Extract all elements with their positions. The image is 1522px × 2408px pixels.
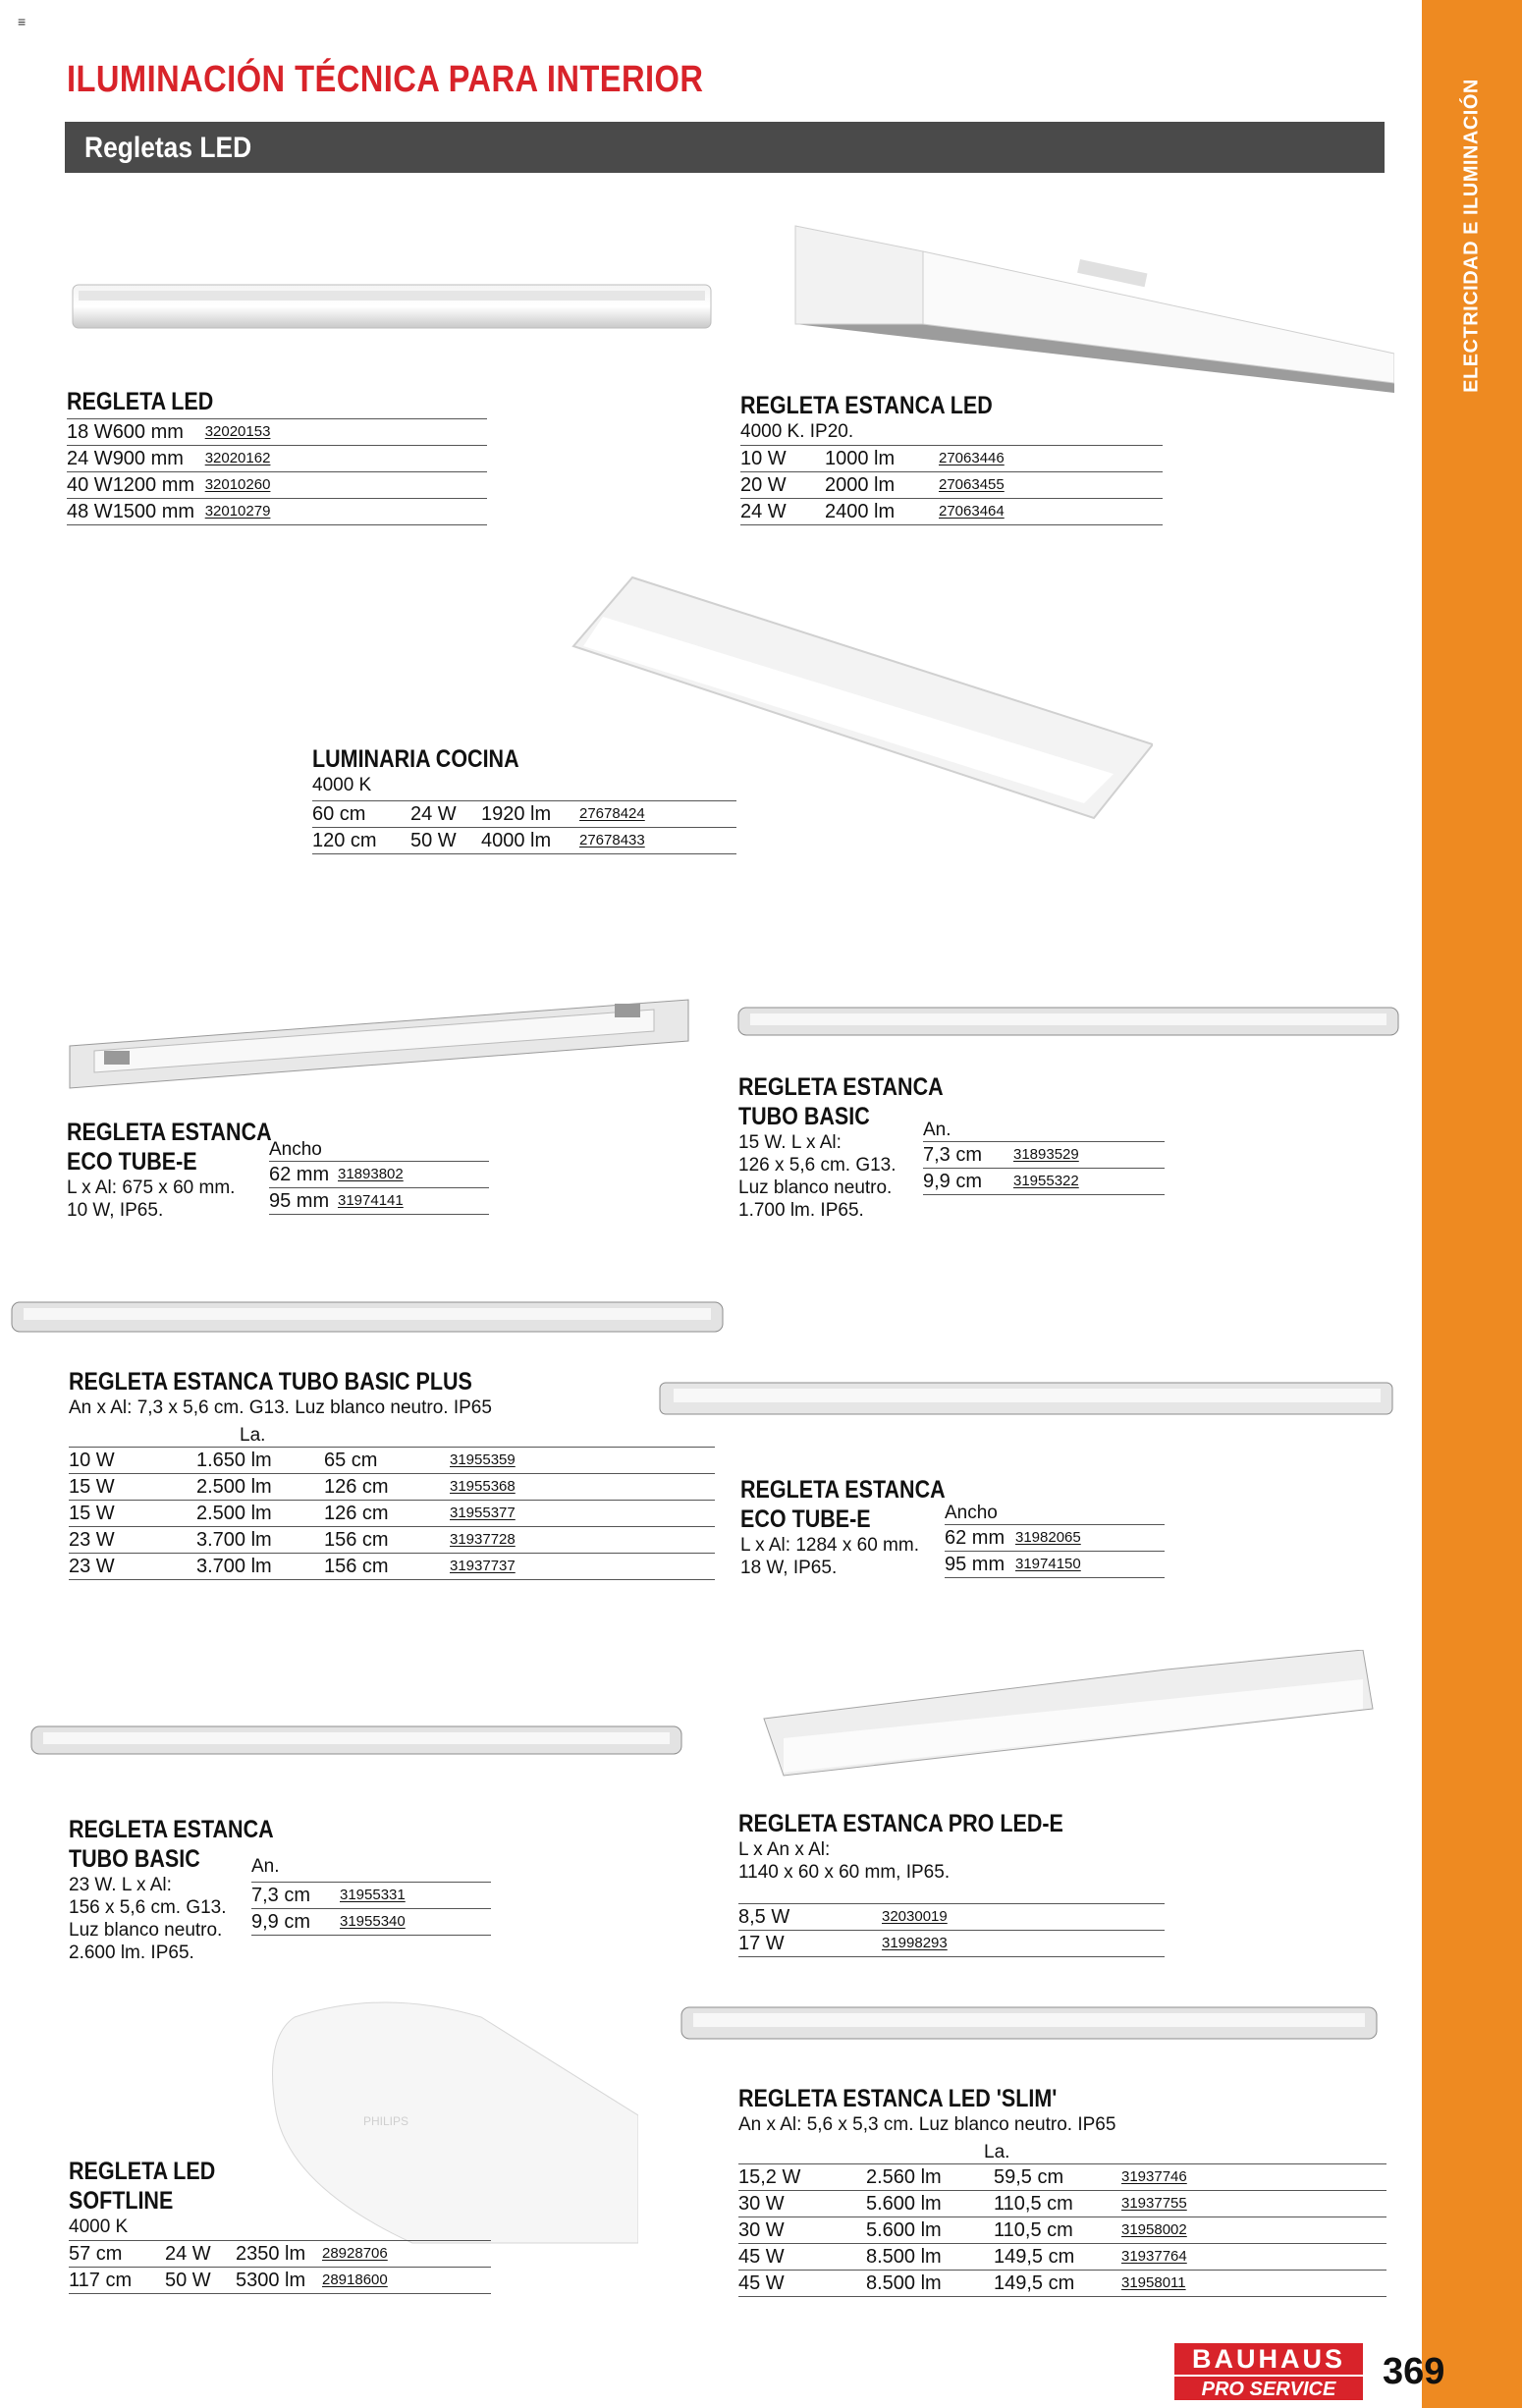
spec-table xyxy=(312,800,736,854)
power-cell: 50 W xyxy=(410,828,481,854)
eco-tube-1-image xyxy=(65,992,693,1090)
tubo-basic-plus-image xyxy=(10,1294,725,1340)
ref-code: 27678424 xyxy=(579,801,736,828)
power-cell: 40 W xyxy=(67,472,113,499)
product-title-line1: REGLETA LED xyxy=(69,2158,216,2185)
product-desc: 1140 x 60 x 60 mm, IP65. xyxy=(738,1862,951,1883)
tubo-basic-1-table xyxy=(923,1120,1165,1195)
ref-code: 27678433 xyxy=(579,828,736,854)
product-desc: 4000 K. IP20. xyxy=(740,421,854,442)
lumen-cell: 3.700 lm xyxy=(196,1527,324,1554)
length-cell: 65 cm xyxy=(324,1448,450,1474)
product-softline xyxy=(69,2157,491,2294)
power-cell: 30 W xyxy=(738,2191,866,2217)
length-cell: 900 mm xyxy=(113,446,205,472)
product-desc: 15 W. L x Al: xyxy=(738,1132,842,1153)
length-cell: 110,5 cm xyxy=(994,2217,1121,2244)
product-desc: 156 x 5,6 cm. G13. xyxy=(69,1897,227,1918)
table-row xyxy=(69,2268,491,2294)
length-cell: 59,5 cm xyxy=(994,2164,1121,2191)
product-pro-led xyxy=(738,1809,1165,1957)
lumen-cell: 2.500 lm xyxy=(196,1501,324,1527)
page-number: 369 xyxy=(1383,2351,1445,2392)
ref-code: 31937746 xyxy=(1121,2164,1386,2191)
power-cell: 15 W xyxy=(69,1501,196,1527)
power-cell: 8,5 W xyxy=(738,1904,882,1931)
table-row xyxy=(67,446,487,472)
ref-code: 31955340 xyxy=(340,1909,491,1936)
slim-image xyxy=(679,1999,1379,2047)
length-cell: 117 cm xyxy=(69,2268,165,2294)
column-header: Ancho xyxy=(945,1503,998,1523)
table-row xyxy=(67,472,487,499)
product-desc: An x Al: 5,6 x 5,3 cm. Luz blanco neutro. IP65 xyxy=(738,2114,1116,2135)
tubo-basic-2-image xyxy=(29,1719,683,1762)
regleta-led-image xyxy=(71,279,715,338)
product-title-line1: REGLETA ESTANCA xyxy=(740,1476,946,1504)
estanca-led-image xyxy=(786,216,1394,393)
ref-code: 31937755 xyxy=(1121,2191,1386,2217)
width-cell: 7,3 cm xyxy=(251,1883,340,1909)
section-header xyxy=(65,122,1385,173)
product-desc: 18 W, IP65. xyxy=(740,1558,838,1578)
product-title-line2: TUBO BASIC xyxy=(69,1845,200,1873)
column-header: La. xyxy=(240,1425,266,1446)
side-tab-label: ELECTRICIDAD E ILUMINACIÓN xyxy=(1460,79,1483,393)
ref-code: 31893802 xyxy=(338,1162,489,1188)
product-desc: 1.700 lm. IP65. xyxy=(738,1200,864,1221)
product-title: REGLETA ESTANCA LED xyxy=(740,392,993,419)
logo-bottom: PRO SERVICE xyxy=(1174,2375,1363,2400)
lumen-cell: 5.600 lm xyxy=(866,2191,994,2217)
table-row xyxy=(740,499,1163,525)
product-slim xyxy=(738,2084,1386,2297)
ref-code: 31955331 xyxy=(340,1883,491,1909)
ref-code: 31955368 xyxy=(450,1474,715,1501)
power-cell: 10 W xyxy=(740,446,825,472)
ref-code: 31937728 xyxy=(450,1527,715,1554)
spec-table xyxy=(923,1141,1165,1195)
ref-code: 31937737 xyxy=(450,1554,715,1580)
spec-table xyxy=(269,1161,489,1215)
table-row xyxy=(738,2271,1386,2297)
power-cell: 48 W xyxy=(67,499,113,525)
table-row xyxy=(67,499,487,525)
column-header: An. xyxy=(923,1120,951,1140)
table-row xyxy=(923,1142,1165,1169)
table-row xyxy=(740,446,1163,472)
table-row xyxy=(269,1162,489,1188)
power-cell: 30 W xyxy=(738,2217,866,2244)
width-cell: 95 mm xyxy=(269,1188,338,1215)
product-tubo-basic-plus xyxy=(69,1367,715,1580)
table-row xyxy=(740,472,1163,499)
spec-table xyxy=(738,2163,1386,2297)
ref-code: 31955359 xyxy=(450,1448,715,1474)
table-row xyxy=(923,1169,1165,1195)
ref-code: 28918600 xyxy=(322,2268,491,2294)
section-title: Regletas LED xyxy=(84,132,252,164)
length-cell: 126 cm xyxy=(324,1474,450,1501)
table-row xyxy=(69,1554,715,1580)
ref-code: 31982065 xyxy=(1015,1525,1165,1552)
power-cell: 23 W xyxy=(69,1527,196,1554)
ref-code: 28928706 xyxy=(322,2241,491,2268)
table-row xyxy=(251,1909,491,1936)
lumen-cell: 2000 lm xyxy=(825,472,939,499)
ref-code: 31974150 xyxy=(1015,1552,1165,1578)
table-row xyxy=(738,1904,1165,1931)
menu-icon[interactable]: ≡ xyxy=(18,14,27,29)
pro-led-image xyxy=(754,1650,1383,1778)
product-desc: An x Al: 7,3 x 5,6 cm. G13. Luz blanco neutro. IP65 xyxy=(69,1397,492,1418)
product-desc: L x Al: 1284 x 60 mm. xyxy=(740,1535,919,1556)
power-cell: 17 W xyxy=(738,1931,882,1957)
power-cell: 24 W xyxy=(165,2241,236,2268)
ref-code: 27063455 xyxy=(939,472,1163,499)
product-desc: Luz blanco neutro. xyxy=(738,1177,893,1198)
table-row xyxy=(69,1501,715,1527)
ref-code: 31958011 xyxy=(1121,2271,1386,2297)
table-row xyxy=(738,2191,1386,2217)
spec-table xyxy=(69,1447,715,1580)
product-desc: 4000 K xyxy=(312,775,372,795)
ref-code: 32020153 xyxy=(205,419,487,446)
length-cell: 126 cm xyxy=(324,1501,450,1527)
product-title-line2: SOFTLINE xyxy=(69,2187,174,2215)
product-title-line2: TUBO BASIC xyxy=(738,1103,870,1130)
width-cell: 9,9 cm xyxy=(251,1909,340,1936)
length-cell: 120 cm xyxy=(312,828,410,854)
table-row xyxy=(312,828,736,854)
table-row xyxy=(738,2244,1386,2271)
power-cell: 15,2 W xyxy=(738,2164,866,2191)
product-title: LUMINARIA COCINA xyxy=(312,745,519,773)
length-cell: 149,5 cm xyxy=(994,2271,1121,2297)
product-desc: 23 W. L x Al: xyxy=(69,1875,172,1895)
ref-code: 27063464 xyxy=(939,499,1163,525)
table-row xyxy=(69,1527,715,1554)
length-cell: 1200 mm xyxy=(113,472,205,499)
lumen-cell: 8.500 lm xyxy=(866,2244,994,2271)
column-header: Ancho xyxy=(269,1139,322,1160)
power-cell: 10 W xyxy=(69,1448,196,1474)
spec-table xyxy=(740,445,1163,525)
width-cell: 9,9 cm xyxy=(923,1169,1013,1195)
spec-table xyxy=(945,1524,1165,1578)
power-cell: 24 W xyxy=(67,446,113,472)
product-desc: 126 x 5,6 cm. G13. xyxy=(738,1155,897,1176)
page-title: ILUMINACIÓN TÉCNICA PARA INTERIOR xyxy=(67,59,704,100)
lumen-cell: 2350 lm xyxy=(236,2241,322,2268)
length-cell: 156 cm xyxy=(324,1554,450,1580)
lumen-cell: 2400 lm xyxy=(825,499,939,525)
length-cell: 110,5 cm xyxy=(994,2191,1121,2217)
power-cell: 15 W xyxy=(69,1474,196,1501)
table-row xyxy=(945,1552,1165,1578)
length-cell: 156 cm xyxy=(324,1527,450,1554)
product-title: REGLETA ESTANCA TUBO BASIC PLUS xyxy=(69,1368,472,1396)
product-title-line1: REGLETA ESTANCA xyxy=(67,1119,272,1146)
lumen-cell: 8.500 lm xyxy=(866,2271,994,2297)
ref-code: 31958002 xyxy=(1121,2217,1386,2244)
tubo-basic-2-table xyxy=(251,1856,491,1936)
lumen-cell: 4000 lm xyxy=(481,828,579,854)
power-cell: 20 W xyxy=(740,472,825,499)
width-cell: 95 mm xyxy=(945,1552,1015,1578)
product-desc: 4000 K xyxy=(69,2216,129,2237)
length-cell: 1500 mm xyxy=(113,499,205,525)
ref-code: 27063446 xyxy=(939,446,1163,472)
tubo-basic-1-image xyxy=(736,1000,1400,1043)
product-title: REGLETA LED xyxy=(67,388,214,415)
length-cell: 149,5 cm xyxy=(994,2244,1121,2271)
product-title-line1: REGLETA ESTANCA xyxy=(69,1816,274,1843)
product-luminaria-cocina xyxy=(312,744,736,854)
length-cell: 60 cm xyxy=(312,801,410,828)
product-title: REGLETA ESTANCA LED 'SLIM' xyxy=(738,2085,1058,2112)
width-cell: 7,3 cm xyxy=(923,1142,1013,1169)
product-desc: L x Al: 675 x 60 mm. xyxy=(67,1177,236,1198)
table-row xyxy=(67,419,487,446)
spec-table xyxy=(69,2240,491,2294)
lumen-cell: 2.560 lm xyxy=(866,2164,994,2191)
ref-code: 32010279 xyxy=(205,499,487,525)
ref-code: 31998293 xyxy=(882,1931,1165,1957)
length-cell: 600 mm xyxy=(113,419,205,446)
eco-tube-1-table xyxy=(269,1139,489,1215)
eco-tube-2-image xyxy=(658,1375,1394,1424)
ref-code: 32030019 xyxy=(882,1904,1165,1931)
ref-code: 31937764 xyxy=(1121,2244,1386,2271)
column-header: La. xyxy=(984,2142,1010,2162)
ref-code: 31893529 xyxy=(1013,1142,1165,1169)
eco-tube-2-table xyxy=(945,1503,1165,1578)
product-desc: 10 W, IP65. xyxy=(67,1200,164,1221)
length-cell: 57 cm xyxy=(69,2241,165,2268)
lumen-cell: 5.600 lm xyxy=(866,2217,994,2244)
lumen-cell: 2.500 lm xyxy=(196,1474,324,1501)
power-cell: 45 W xyxy=(738,2244,866,2271)
lumen-cell: 1000 lm xyxy=(825,446,939,472)
lumen-cell: 1920 lm xyxy=(481,801,579,828)
ref-code: 31955322 xyxy=(1013,1169,1165,1195)
lumen-cell: 1.650 lm xyxy=(196,1448,324,1474)
product-desc: Luz blanco neutro. xyxy=(69,1920,223,1941)
product-regleta-led xyxy=(67,387,487,525)
table-row xyxy=(312,801,736,828)
product-eco-tube-2 xyxy=(740,1475,979,1579)
table-row xyxy=(738,1931,1165,1957)
ref-code: 32020162 xyxy=(205,446,487,472)
power-cell: 18 W xyxy=(67,419,113,446)
table-row xyxy=(738,2217,1386,2244)
column-header: An. xyxy=(251,1856,280,1877)
table-row xyxy=(69,1448,715,1474)
ref-code: 32010260 xyxy=(205,472,487,499)
table-row xyxy=(69,2241,491,2268)
table-row xyxy=(738,2164,1386,2191)
width-cell: 62 mm xyxy=(269,1162,338,1188)
spec-table xyxy=(738,1903,1165,1957)
table-row xyxy=(945,1525,1165,1552)
power-cell: 24 W xyxy=(410,801,481,828)
lumen-cell: 5300 lm xyxy=(236,2268,322,2294)
product-title: REGLETA ESTANCA PRO LED-E xyxy=(738,1810,1063,1837)
power-cell: 50 W xyxy=(165,2268,236,2294)
side-tab xyxy=(1422,0,1522,2408)
product-desc: 2.600 lm. IP65. xyxy=(69,1943,194,1963)
product-title-line2: ECO TUBE-E xyxy=(67,1148,197,1176)
lumen-cell: 3.700 lm xyxy=(196,1554,324,1580)
table-row xyxy=(269,1188,489,1215)
logo-top: BAUHAUS xyxy=(1174,2343,1363,2375)
table-row xyxy=(69,1474,715,1501)
ref-code: 31974141 xyxy=(338,1188,489,1215)
power-cell: 24 W xyxy=(740,499,825,525)
product-estanca-led xyxy=(740,391,1163,525)
spec-table xyxy=(251,1882,491,1936)
bauhaus-logo xyxy=(1174,2343,1363,2402)
spec-table xyxy=(67,418,487,525)
ref-code: 31955377 xyxy=(450,1501,715,1527)
power-cell: 23 W xyxy=(69,1554,196,1580)
power-cell: 45 W xyxy=(738,2271,866,2297)
width-cell: 62 mm xyxy=(945,1525,1015,1552)
product-title-line2: ECO TUBE-E xyxy=(740,1505,871,1533)
product-title-line1: REGLETA ESTANCA xyxy=(738,1073,944,1101)
product-desc: L x An x Al: xyxy=(738,1839,831,1860)
table-row xyxy=(251,1883,491,1909)
softline-brand: PHILIPS xyxy=(363,2114,409,2128)
